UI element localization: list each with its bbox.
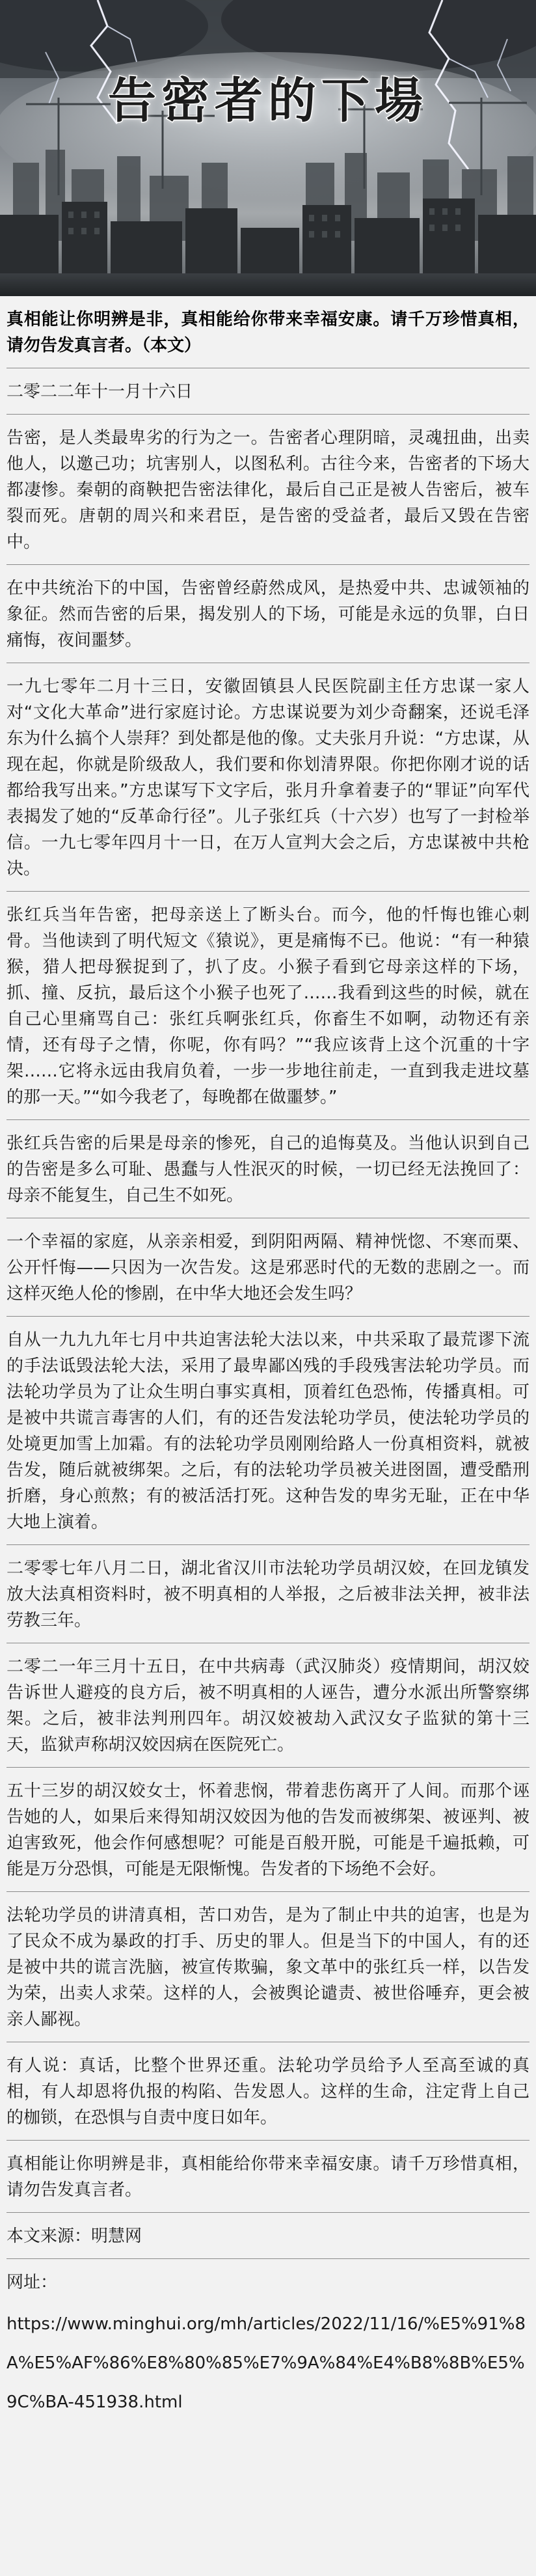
paragraph: 在中共统治下的中国，告密曾经蔚然成风，是热爱中共、忠诚领袖的象征。然而告密的后果，揭发别人的下场，可能是永远的负罪，白日痛悔，夜间噩梦。: [7, 579, 529, 650]
article-date: 二零二二年十一月十六日: [7, 382, 193, 402]
paragraph: 一个幸福的家庭，从亲亲相爱，到阴阳两隔、精神恍惚、不寒而栗、公开忏悔——只因为一次告发。这是邪恶时代的无数的悲剧之一。而这样灭绝人伦的惨剧，在中华大地还会发生吗？: [7, 1232, 529, 1304]
paragraph: 张红兵当年告密，把母亲送上了断头台。而今，他的忏悔也锥心刺骨。当他读到了明代短文《猿说》，更是痛悔不已。他说：“有一种猿猴，猎人把母猴捉到了，扒了皮。小猴子看到它母亲这样的下场，抓、撞、反抗，最后这个小猴子也死了……我看到这些的时候，就在自己心里痛骂自己：张红兵啊张红兵，你畜生不如啊，动物还有亲情，还有母子之情，你呢，你有吗？”“我应该背上这个沉重的十字架……它将永远由我肩负着，一步一步地往前走，一直到我走进坟墓的那一天。”“如今我老了，每晚都在做噩梦。”: [7, 905, 529, 1107]
divider: [7, 2212, 529, 2213]
paragraph: 张红兵告密的后果是母亲的惨死，自己的追悔莫及。当他认识到自己的告密是多么可耻、愚蠢与人性泯灭的时候，一切已经无法挽回了：母亲不能复生，自己生不如死。: [7, 1134, 529, 1205]
article-source: 本文来源：明慧网: [7, 2227, 142, 2246]
paragraph: 告密，是人类最卑劣的行为之一。告密者心理阴暗，灵魂扭曲，出卖他人，以邀己功；坑害别人，以图私利。古往今来，告密者的下场大都凄惨。秦朝的商鞅把告密法律化，最后自己正是被人告密后，被车裂而死。唐朝的周兴和来君臣，是告密的受益者，最后又毁在告密中。: [7, 428, 529, 552]
paragraph: 二零零七年八月二日，湖北省汉川市法轮功学员胡汉姣，在回龙镇发放大法真相资料时，被不明真相的人举报，之后被非法关押，被非法劳教三年。: [7, 1559, 529, 1630]
divider: [7, 2140, 529, 2141]
paragraph: 二零二一年三月十五日，在中共病毒（武汉肺炎）疫情期间，胡汉姣告诉世人避疫的良方后，被不明真相的人诬告，遭分水派出所警察绑架。之后，被非法判刑四年。胡汉姣被劫入武汉女子监狱的第十三天，监狱声称胡汉姣因病在医院死亡。: [7, 1657, 529, 1755]
source-url-link[interactable]: https://www.minghui.org/mh/articles/2022/11/16/%E5%91%8A%E5%AF%86%E8%80%85%E7%9A%84%E4%B8%8B%E5%9C%BA-451938.html: [7, 2314, 526, 2412]
storm-city-illustration: [0, 0, 536, 296]
article-intro: 真相能让你明辨是非，真相能给你带来幸福安康。请千万珍惜真相，请勿告发真言者。（本文）: [7, 310, 529, 355]
paragraph: 真相能让你明辨是非，真相能给你带来幸福安康。请千万珍惜真相，请勿告发真言者。: [7, 2154, 529, 2200]
divider: [7, 1119, 529, 1120]
divider: [7, 1891, 529, 1892]
paragraph: 自从一九九九年七月中共迫害法轮大法以来，中共采取了最荒谬下流的手法诋毁法轮大法，采用了最卑鄙凶残的手段残害法轮功学员。而法轮功学员为了让众生明白事实真相，顶着红色恐怖，传播真相。可是被中共谎言毒害的人们，有的还告发法轮功学员，使法轮功学员的处境更加雪上加霜。有的法轮功学员刚刚给路人一份真相资料，就被告发，随后就被绑架。之后，有的法轮功学员被关进囹圄，遭受酷刑折磨，身心煎熬；有的被活活打死。这种告发的卑劣无耻，正在中华大地上演着。: [7, 1330, 529, 1532]
paragraph: 有人说：真话，比整个世界还重。法轮功学员给予人至高至诚的真相，有人却恩将仇报的构陷、告发恩人。这样的生命，注定背上自己的枷锁，在恐惧与自责中度日如年。: [7, 2056, 529, 2128]
divider: [7, 1316, 529, 1317]
url-label: 网址：: [7, 2273, 58, 2292]
divider: [7, 564, 529, 565]
divider: [7, 1767, 529, 1768]
banner-title: 告密者的下場: [108, 73, 428, 129]
paragraph: 五十三岁的胡汉姣女士，怀着悲悯，带着悲伤离开了人间。而那个诬告她的人，如果后来得知胡汉姣因为他的告发而被绑架、被诬判、被迫害致死，他会作何感想呢？可能是百般开脱，可能是千遍抵赖，可能是万分恐惧，可能是无限惭愧。告发者的下场绝不会好。: [7, 1781, 529, 1879]
paragraph: 法轮功学员的讲清真相，苦口劝告，是为了制止中共的迫害，也是为了民众不成为暴政的打手、历史的罪人。但是当下的中国人，有的还是被中共的谎言洗脑，被宣传欺骗，象文革中的张红兵一样，以告发为荣，出卖人求荣。这样的人，会被舆论谴责、被世俗唾弃，更会被亲人鄙视。: [7, 1906, 529, 2029]
article-body: [0, 296, 536, 2422]
header-banner: [0, 0, 536, 296]
paragraph: 一九七零年二月十三日，安徽固镇县人民医院副主任方忠谋一家人对“文化大革命”进行家庭讨论。方忠谋说要为刘少奇翻案，还说毛泽东为什么搞个人崇拜？到处都是他的像。丈夫张月升说：“方忠谋，从现在起，你就是阶级敌人，我们要和你划清界限。你把你刚才说的话都给我写出来。”方忠谋写下文字后，张月升拿着妻子的“罪证”向军代表揭发了她的“反革命行径”。儿子张红兵（十六岁）也写了一封检举信。一九七零年四月十一日，在万人宣判大会之后，方忠谋被中共枪决。: [7, 677, 529, 879]
divider: [7, 2258, 529, 2259]
divider: [7, 414, 529, 415]
divider: [7, 891, 529, 892]
divider: [7, 1544, 529, 1545]
